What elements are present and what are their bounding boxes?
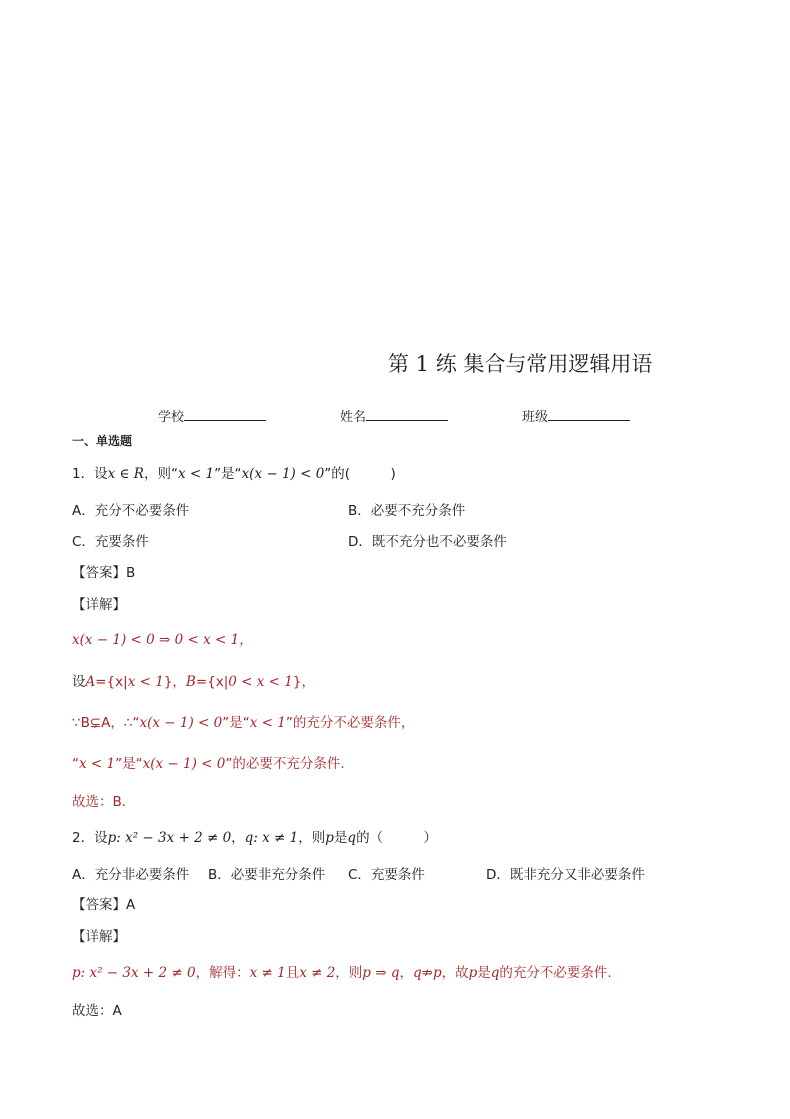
q2-math: p [325, 830, 334, 846]
q1-option-b: B．必要不充分条件 [348, 503, 466, 519]
q1-text: ={x| [195, 674, 229, 690]
q1-text: ”的必要不充分条件. [225, 756, 345, 772]
q2-conclusion: 故选：A [72, 1003, 122, 1019]
q1-option-a: A．充分不必要条件 [72, 503, 190, 519]
q1-text: ”是“ [115, 756, 143, 772]
q1-text: ”是“ [222, 715, 250, 731]
q1-math: A [85, 674, 96, 690]
q2-detail-line-1 [72, 961, 612, 981]
q2-math: x ≠ 1 [249, 965, 286, 981]
name-field [340, 406, 448, 425]
question-1-stem [72, 462, 396, 482]
q2-answer: 【答案】A [72, 897, 136, 913]
q2-text: ，解得： [195, 965, 250, 981]
q2-text: ，故 [441, 965, 469, 981]
q1-text: ，则“ [143, 466, 178, 482]
q1-text: 1．设 [72, 466, 108, 482]
q2-math: q⇏p [412, 965, 442, 981]
q1-text: }， [163, 674, 186, 690]
q1-math: x(x − 1) < 0 [142, 756, 226, 772]
q2-option-b: B．必要非充分条件 [208, 867, 326, 883]
q1-math: x ∈ R [107, 466, 144, 482]
q1-math: x < 1 [127, 674, 164, 690]
q1-option-c: C．充要条件 [72, 534, 149, 550]
question-2-stem [72, 826, 437, 846]
school-label: 学校 [158, 410, 185, 425]
q1-text: “ [72, 756, 79, 772]
q2-text: 的（ ） [356, 830, 438, 846]
q2-text: ， [399, 965, 413, 981]
q2-math: x ≠ 2 [299, 965, 336, 981]
q2-option-a: A．充分非必要条件 [72, 867, 190, 883]
q1-text: ={x| [95, 674, 128, 690]
section-heading: 一、单选题 [72, 434, 133, 448]
q2-option-d: D．既非充分又非必要条件 [486, 867, 645, 883]
q1-math: 0 < x < 1 [228, 674, 293, 690]
q1-text: ”的充分不必要条件， [285, 715, 415, 731]
q1-text: }， [292, 674, 315, 690]
q1-math: x < 1 [79, 756, 116, 772]
q1-math: B [185, 674, 196, 690]
q2-math: q: x ≠ 1 [244, 830, 299, 846]
class-field [522, 406, 630, 425]
school-blank [184, 408, 266, 421]
q2-math: q [490, 965, 500, 981]
q2-text: ，则 [335, 965, 363, 981]
school-field [158, 406, 266, 425]
q1-detail-line-4 [72, 752, 345, 772]
q1-text: ”是“ [214, 466, 242, 482]
class-blank [548, 408, 630, 421]
q1-answer: 【答案】B [72, 565, 136, 581]
q1-text: ∵B⊊A，∴“ [72, 715, 140, 731]
q1-detail-line-1: x(x − 1) < 0 ⇒ 0 < x < 1， [72, 632, 253, 648]
page-title: 第 1 练 集合与常用逻辑用语 [388, 352, 653, 376]
q1-detail-label: 【详解】 [72, 597, 126, 613]
q1-text: 设 [72, 674, 86, 690]
q1-math: x(x − 1) < 0 [241, 466, 325, 482]
q1-option-d: D．既不充分也不必要条件 [348, 534, 507, 550]
q2-text: 的充分不必要条件. [499, 965, 612, 981]
q1-text: ”的( ) [324, 466, 396, 482]
q2-math: p: x² − 3x + 2 ≠ 0 [107, 830, 232, 846]
q2-text: 且 [285, 965, 300, 981]
q2-math: q [347, 830, 357, 846]
q2-math: p ⇒ q [362, 965, 400, 981]
q2-detail-label: 【详解】 [72, 929, 126, 945]
q2-math: p [468, 965, 478, 981]
q2-text: ，则 [298, 830, 326, 846]
q1-math: x < 1 [177, 466, 215, 482]
q2-math: p: x² − 3x + 2 ≠ 0 [72, 965, 196, 981]
q1-math: x(x − 1) < 0 [139, 715, 223, 731]
name-blank [366, 408, 448, 421]
q1-conclusion: 故选：B. [72, 794, 127, 810]
q2-text: ， [231, 830, 245, 846]
q1-detail-line-3 [72, 711, 414, 731]
q1-detail-line-2 [72, 670, 315, 690]
class-label: 班级 [522, 410, 549, 425]
q2-text: 2．设 [72, 830, 108, 846]
q2-option-c: C．充要条件 [348, 867, 425, 883]
q2-text: 是 [333, 830, 348, 846]
q2-text: 是 [477, 965, 491, 981]
q1-math: x < 1 [249, 715, 286, 731]
name-label: 姓名 [340, 410, 367, 425]
